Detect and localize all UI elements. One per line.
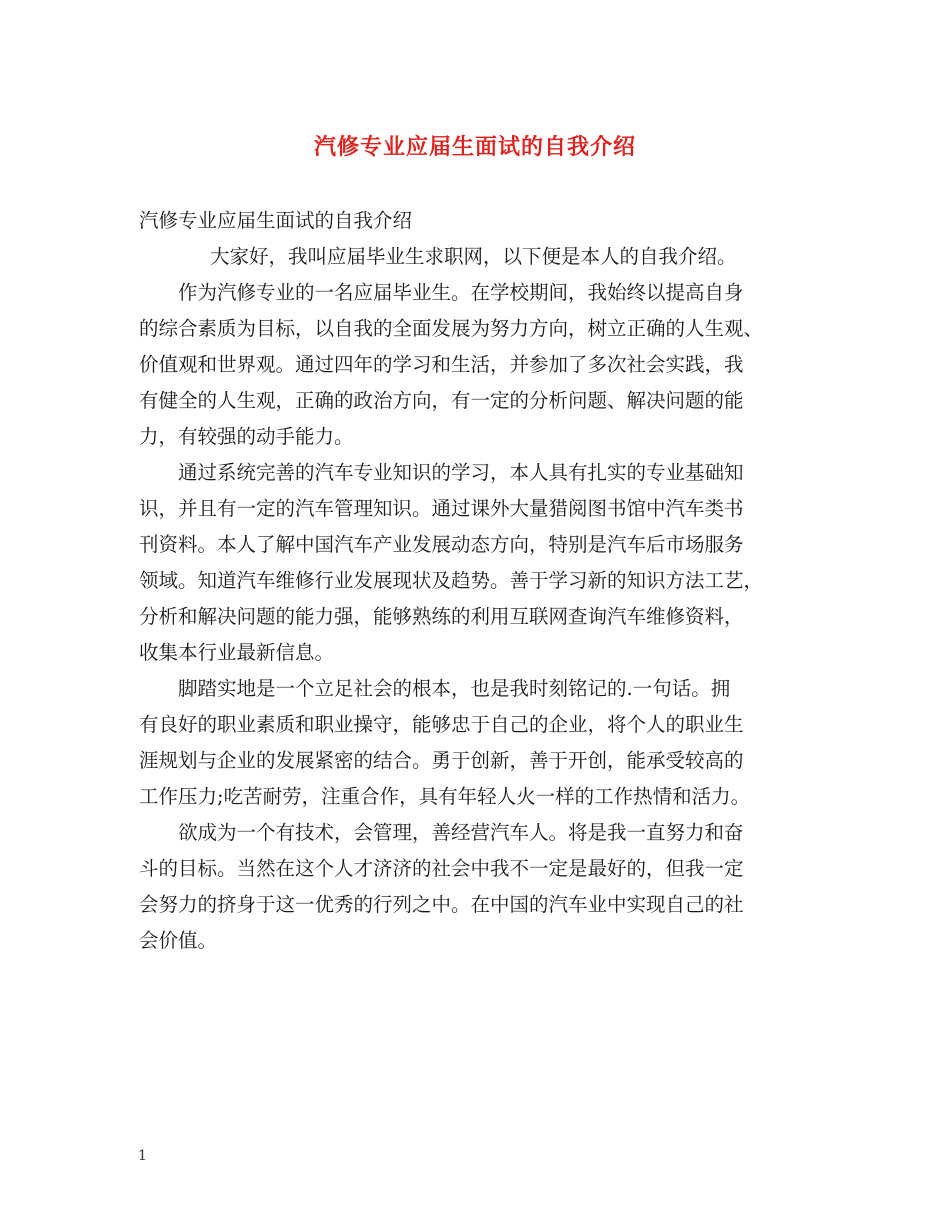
paragraph-line: 作为汽修专业的一名应届毕业生。在学校期间，我始终以提高自身	[139, 281, 744, 304]
paragraph-line: 欲成为一个有技术，会管理，善经营汽车人。将是我一直努力和奋	[139, 821, 744, 844]
document-title: 汽修专业应届生面试的自我介绍	[313, 135, 636, 160]
paragraph-line: 斗的目标。当然在这个人才济济的社会中我不一定是最好的，但我一定	[139, 857, 744, 880]
paragraph-line: 工作压力;吃苦耐劳，注重合作，具有年轻人火一样的工作热情和活力。	[139, 785, 751, 808]
paragraph-line: 领域。知道汽车维修行业发展现状及趋势。善于学习新的知识方法工艺，	[139, 569, 764, 592]
paragraph-line: 收集本行业最新信息。	[139, 641, 335, 664]
paragraph-1	[139, 275, 831, 455]
paragraph-2	[139, 455, 831, 671]
paragraph-3	[139, 671, 831, 815]
paragraph-line: 识，并且有一定的汽车管理知识。通过课外大量猎阅图书馆中汽车类书	[139, 497, 744, 520]
paragraph-line: 涯规划与企业的发展紧密的结合。勇于创新，善于开创，能承受较高的	[139, 749, 744, 772]
document-body	[139, 203, 831, 959]
paragraph-4	[139, 815, 831, 959]
document-subtitle: 汽修专业应届生面试的自我介绍	[139, 209, 413, 232]
paragraph-line: 有良好的职业素质和职业操守，能够忠于自己的企业，将个人的职业生	[139, 713, 744, 736]
paragraph-line: 有健全的人生观，正确的政治方向，有一定的分析问题、解决问题的能	[139, 389, 744, 412]
paragraph-line: 分析和解决问题的能力强，能够熟练的利用互联网查询汽车维修资料，	[139, 605, 744, 628]
paragraph-line: 通过系统完善的汽车专业知识的学习，本人具有扎实的专业基础知	[139, 461, 744, 484]
paragraph-line: 的综合素质为目标，以自我的全面发展为努力方向，树立正确的人生观、	[139, 317, 764, 340]
paragraph-line: 价值观和世界观。通过四年的学习和生活，并参加了多次社会实践，我	[139, 353, 744, 376]
page-number: 1	[138, 1148, 147, 1164]
paragraph-line: 脚踏实地是一个立足社会的根本，也是我时刻铭记的.一句话。拥	[139, 677, 731, 700]
paragraph-line: 会努力的挤身于这一优秀的行列之中。在中国的汽车业中实现自己的社	[139, 893, 744, 916]
paragraph-line: 刊资料。本人了解中国汽车产业发展动态方向，特别是汽车后市场服务	[139, 533, 744, 556]
paragraph-line: 力，有较强的动手能力。	[139, 425, 354, 448]
greeting-line: 大家好，我叫应届毕业生求职网，以下便是本人的自我介绍。	[210, 245, 737, 268]
paragraph-line: 会价值。	[139, 929, 218, 952]
